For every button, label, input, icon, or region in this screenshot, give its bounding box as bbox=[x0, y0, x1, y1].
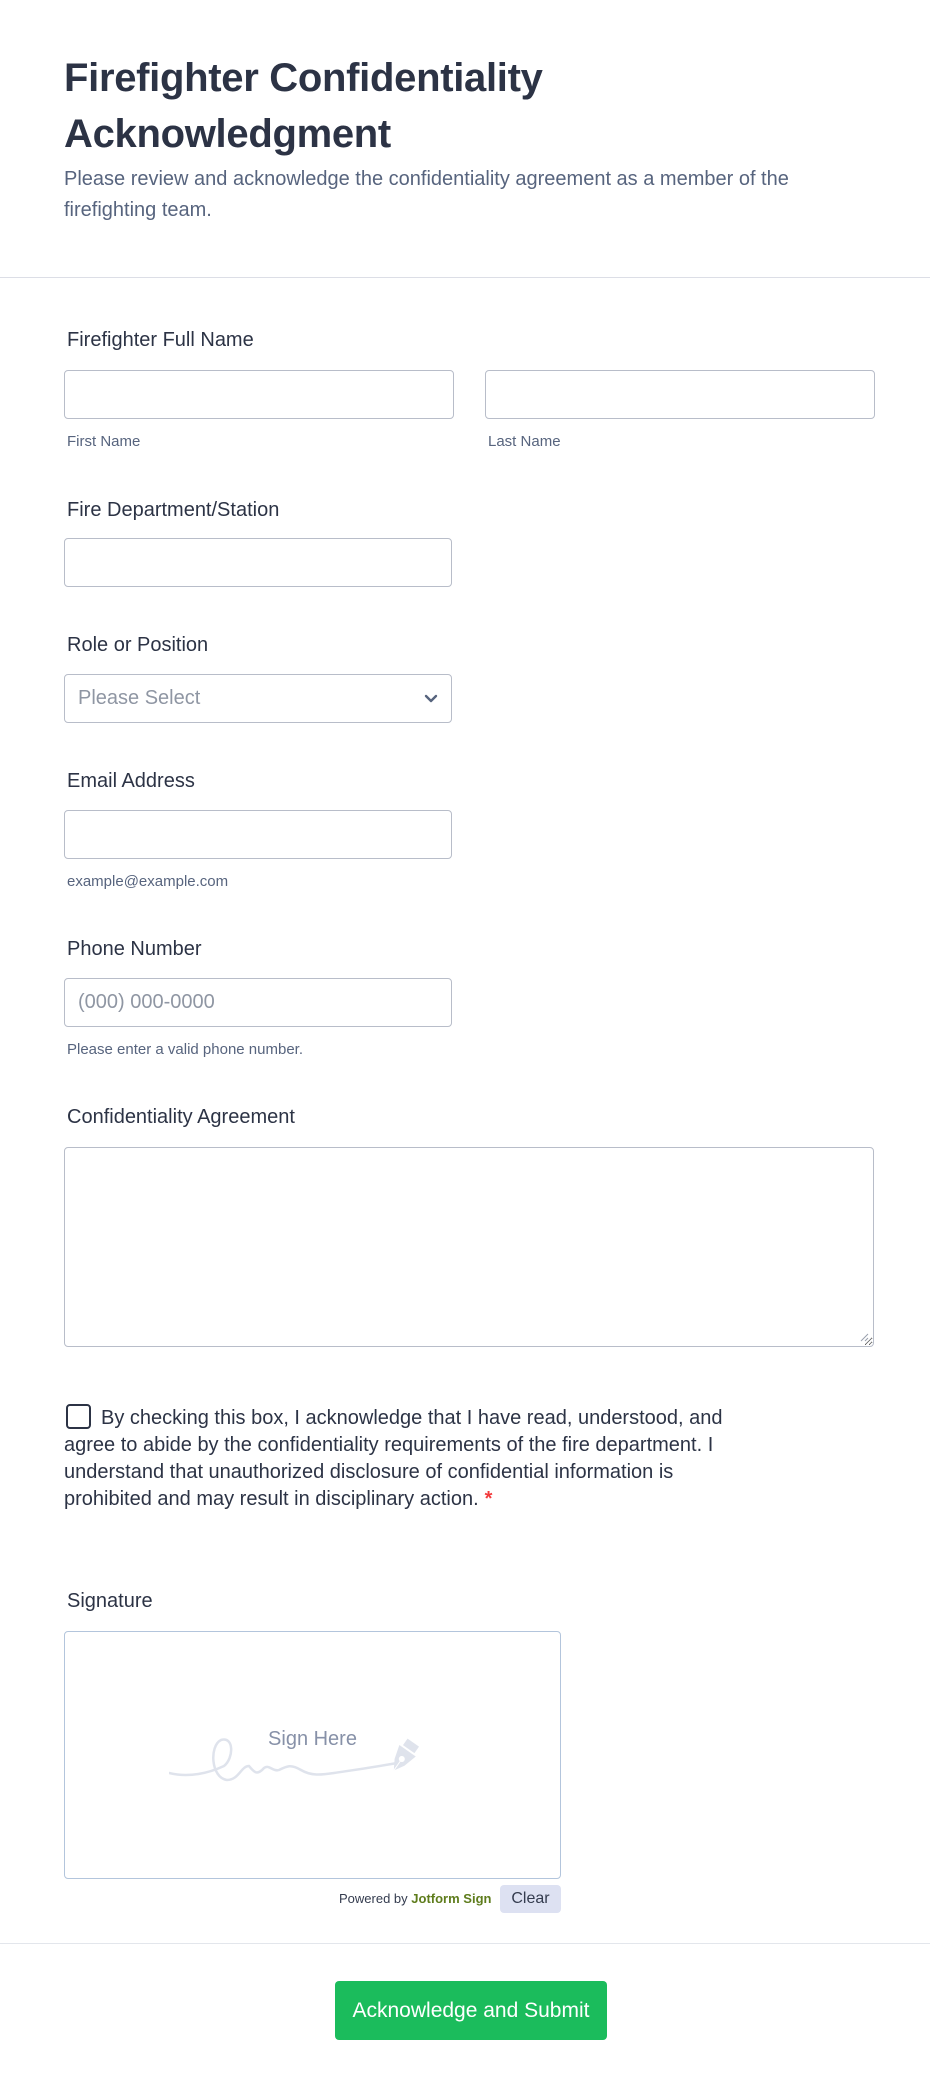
role-select[interactable] bbox=[64, 674, 452, 723]
required-marker: * bbox=[484, 1488, 493, 1510]
email-input[interactable] bbox=[64, 810, 452, 859]
signature-label: Signature bbox=[67, 1590, 153, 1612]
phone-sublabel: Please enter a valid phone number. bbox=[67, 1041, 303, 1058]
signature-pad[interactable] bbox=[64, 1631, 561, 1879]
email-label: Email Address bbox=[67, 770, 195, 792]
full-name-label: Firefighter Full Name bbox=[67, 329, 254, 351]
resize-grip-icon[interactable] bbox=[859, 1332, 869, 1342]
form-subtitle: Please review and acknowledge the confidentiality agreement as a member of the firefighting team. bbox=[64, 168, 789, 221]
chevron-down-icon bbox=[424, 694, 438, 704]
powered-by-prefix: Powered by bbox=[339, 1891, 408, 1906]
department-label: Fire Department/Station bbox=[67, 499, 280, 521]
department-input[interactable] bbox=[64, 538, 452, 587]
phone-input[interactable] bbox=[64, 978, 452, 1027]
submit-button[interactable]: Acknowledge and Submit bbox=[335, 1981, 607, 2040]
form-title: Firefighter Confidentiality Acknowledgment bbox=[64, 56, 543, 156]
consent-checkbox[interactable] bbox=[66, 1404, 91, 1429]
consent-block bbox=[64, 1404, 764, 1513]
first-name-sublabel: First Name bbox=[67, 433, 141, 450]
agreement-textarea[interactable] bbox=[64, 1147, 874, 1347]
role-label: Role or Position bbox=[67, 634, 209, 656]
header-divider bbox=[0, 277, 930, 278]
footer-divider bbox=[0, 1943, 930, 1944]
last-name-sublabel: Last Name bbox=[488, 433, 561, 450]
role-select-value: Please Select bbox=[78, 687, 201, 709]
consent-text: By checking this box, I acknowledge that I have read, understood, and agree to abide by the confidentiality requirements of the fire department. I understand that unauthorized disclosure of confidential information is prohibited and may result in disciplinary action. bbox=[64, 1407, 723, 1510]
agreement-label: Confidentiality Agreement bbox=[67, 1106, 295, 1128]
powered-by bbox=[339, 1891, 491, 1907]
sign-here-placeholder: Sign Here bbox=[268, 1728, 357, 1750]
email-sublabel: example@example.com bbox=[67, 873, 229, 890]
clear-signature-button[interactable]: Clear bbox=[500, 1885, 561, 1913]
first-name-input[interactable] bbox=[64, 370, 454, 419]
jotform-sign-link[interactable]: Jotform Sign bbox=[411, 1891, 492, 1906]
last-name-input[interactable] bbox=[485, 370, 875, 419]
phone-label: Phone Number bbox=[67, 938, 202, 960]
